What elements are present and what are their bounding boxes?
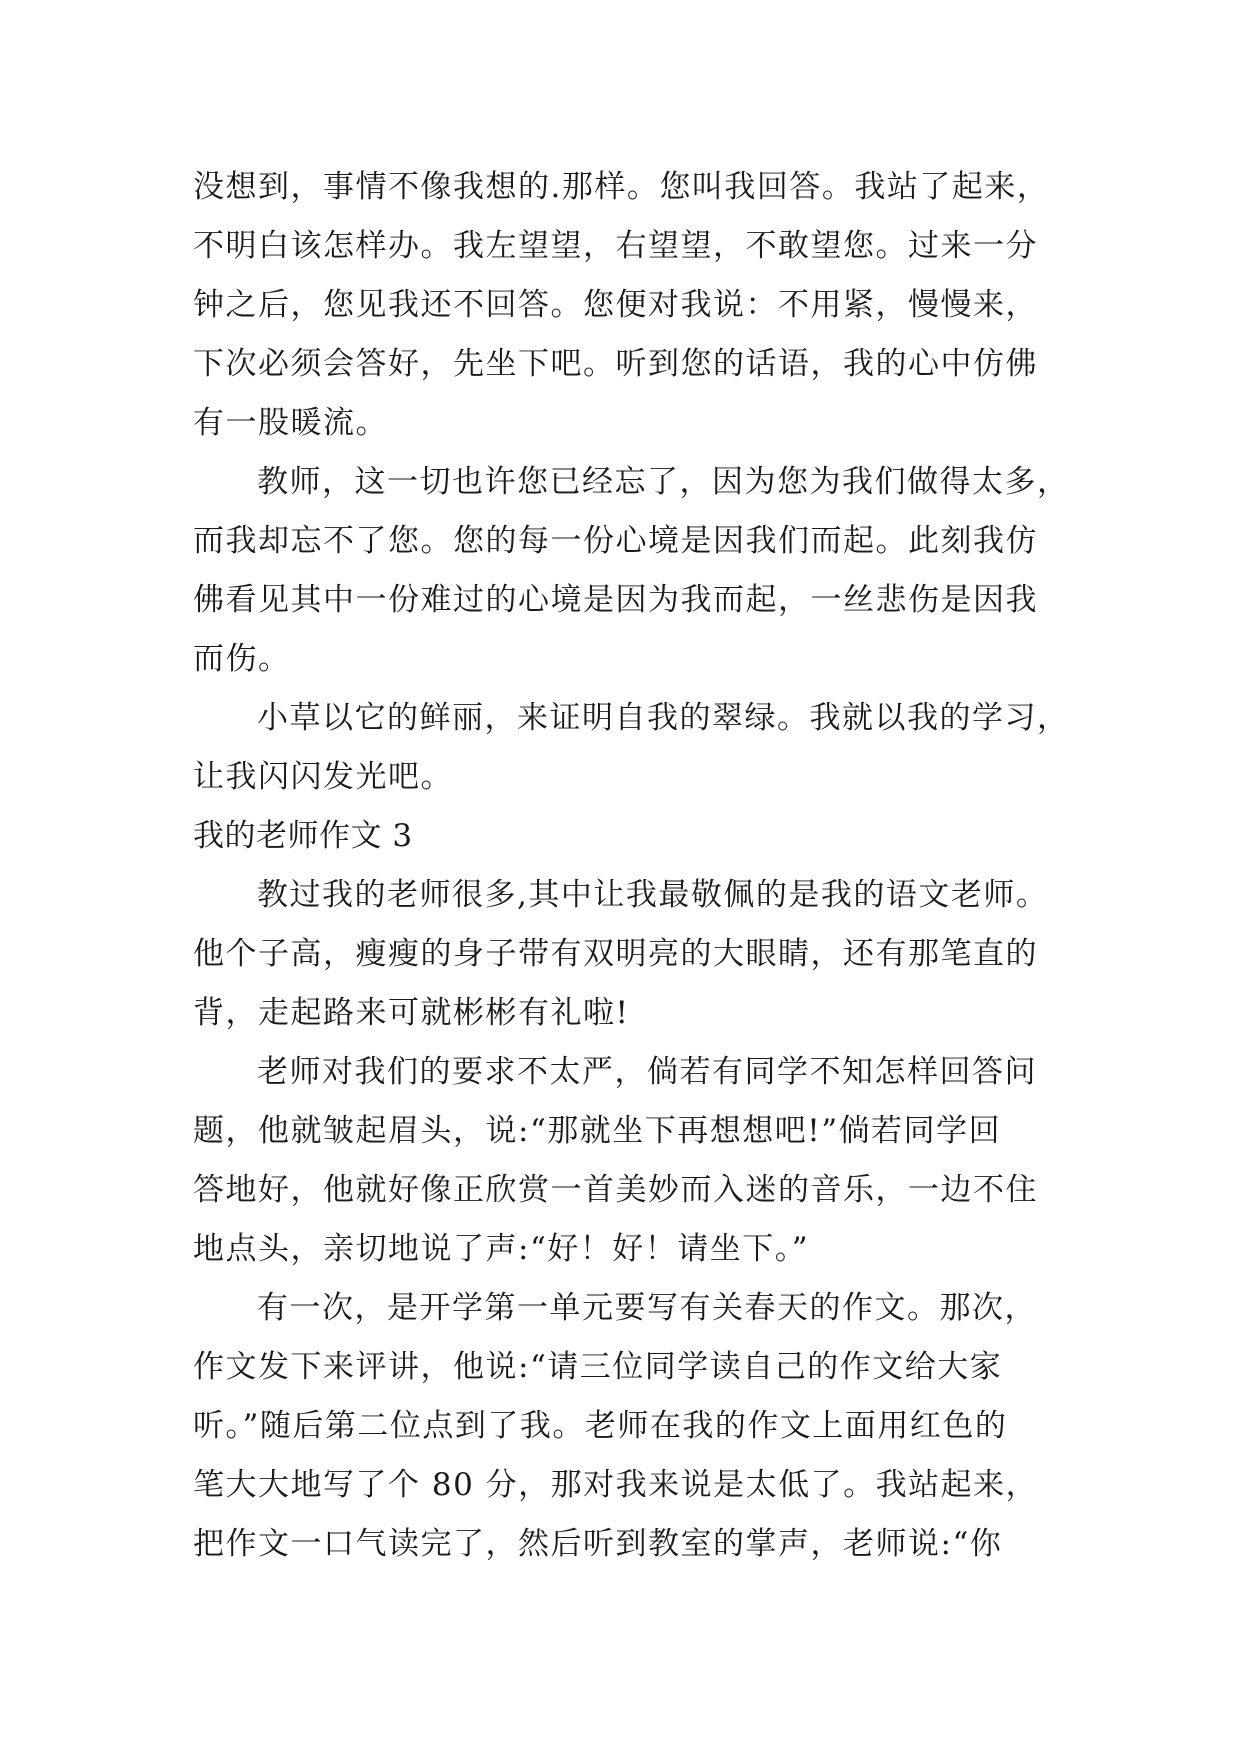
text-line: 他个子高，瘦瘦的身子带有双明亮的大眼睛，还有那笔直的 xyxy=(193,936,1038,972)
text-line: 作文发下来评讲，他说:“请三位同学读自己的作文给大家 xyxy=(193,1349,1003,1385)
text-line: 背，走起路来可就彬彬有礼啦! xyxy=(193,995,630,1031)
text-line: 钟之后，您见我还不回答。您便对我说：不用紧，慢慢来， xyxy=(193,287,1038,323)
text-line: 让我闪闪发光吧。 xyxy=(193,759,453,795)
text-line: 答地好，他就好像正欣赏一首美妙而入迷的音乐，一边不住 xyxy=(193,1172,1038,1208)
text-line: 而我却忘不了您。您的每一份心境是因我们而起。此刻我仿 xyxy=(193,523,1038,559)
text-line: 地点头，亲切地说了声:“好！好！请坐下。” xyxy=(193,1231,810,1267)
essay-text-block xyxy=(193,158,1073,1574)
text-line: 有一次，是开学第一单元要写有关春天的作文。那次， xyxy=(257,1290,1037,1326)
text-line: 小草以它的鲜丽，来证明自我的翠绿。我就以我的学习， xyxy=(257,700,1070,736)
text-line: 把作文一口气读完了，然后听到教室的掌声，老师说:“你 xyxy=(193,1526,1003,1562)
text-line: 有一股暖流。 xyxy=(193,405,388,441)
text-line: 教师，这一切也许您已经忘了，因为您为我们做得太多， xyxy=(257,464,1070,500)
text-line: 佛看见其中一份难过的心境是因为我而起，一丝悲伤是因我 xyxy=(193,582,1038,618)
text-line: 题，他就皱起眉头，说:“那就坐下再想想吧!”倘若同学回 xyxy=(193,1113,1002,1149)
text-line: 听。”随后第二位点到了我。老师在我的作文上面用红色的 xyxy=(193,1408,1008,1444)
text-line: 而伤。 xyxy=(193,641,291,677)
section-heading: 我的老师作文 3 xyxy=(193,818,413,854)
text-line: 笔大大地写了个 80 分，那对我来说是太低了。我站起来， xyxy=(193,1467,1039,1503)
text-line: 下次必须会答好，先坐下吧。听到您的话语，我的心中仿佛 xyxy=(193,346,1038,382)
text-line: 教过我的老师很多,其中让我最敬佩的是我的语文老师。 xyxy=(257,877,1049,913)
text-line: 老师对我们的要求不太严，倘若有同学不知怎样回答问 xyxy=(257,1054,1037,1090)
text-line: 没想到，事情不像我想的.那样。您叫我回答。我站了起来， xyxy=(193,169,1050,205)
text-line: 不明白该怎样办。我左望望，右望望，不敢望您。过来一分 xyxy=(193,228,1038,264)
